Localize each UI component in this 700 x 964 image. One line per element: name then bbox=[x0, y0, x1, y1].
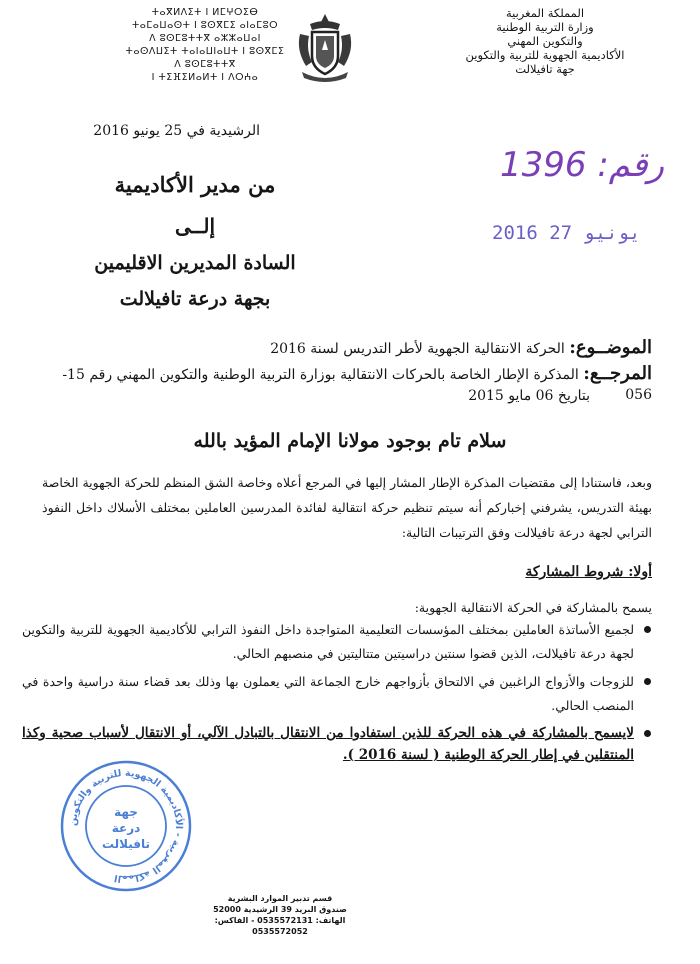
section-intro: يسمح بالمشاركة في الحركة الانتقالية الجهوية: bbox=[414, 600, 652, 615]
to-line: إلــى bbox=[174, 214, 216, 238]
received-date-stamp: 2016 يونيو 27 bbox=[492, 222, 641, 244]
academy-seal-stamp bbox=[58, 758, 194, 894]
seal-outer-text: المملكة المغربية - الأكاديمية الجهوية للتربية والتكوين bbox=[67, 767, 185, 885]
arabic-header bbox=[420, 6, 670, 76]
tifinagh-line: ⵜⴰⵙⴷⵡⵉⵜ ⵜⴰⵏⴰⵡⵏⴰⵡⵜ ⵏ ⵓⵙⴳⵎⵉ bbox=[125, 46, 285, 57]
list-item-text: لجميع الأساتذة العاملين بمختلف المؤسسات التعليمية المتواجدة داخل النفوذ الترابي للأكاديمية الجهوية للتربية والتكوين لجهة درعة تافيلالت، الذين قضوا سنتين دراسيتين متتاليتين في منصبهم الحالي. bbox=[22, 622, 634, 661]
tifinagh-line: ⴷ ⵓⵙⵎⵓⵜⵜⴳ bbox=[174, 59, 236, 70]
reference-label: المرجــع: bbox=[583, 363, 652, 384]
body-paragraph: وبعد، فاستنادا إلى مقتضيات المذكرة الإطار المشار إليها في المرجع أعلاه وخاصة الشق المنظم للحركة الجهوية الخاصة بهيئة التدريس، يشرفني إخباركم أنه سيتم تنظيم حركة انتقالية لفائدة المدرسين العاملين بمختلف الأسلاك داخل النفوذ الترابي لجهة درعة تافيلالت وفق الترتيبات التالية: bbox=[42, 475, 652, 540]
subject-label: الموضــوع: bbox=[569, 337, 652, 358]
subject-row bbox=[52, 338, 652, 359]
reference-text: المذكرة الإطار الخاصة بالحركات الانتقالية بوزارة التربية الوطنية والتكوين المهني رقم 15-056 bbox=[62, 367, 652, 403]
seal-line: جهة bbox=[114, 805, 138, 819]
conditions-list bbox=[22, 618, 652, 770]
header-line: وزارة التربية الوطنية bbox=[496, 20, 594, 34]
bullet-icon bbox=[644, 730, 651, 737]
letter-date: الرشيدية في 25 يونيو 2016 bbox=[93, 123, 260, 139]
header-line: جهة تافيلالت bbox=[515, 62, 575, 76]
tifinagh-line: ⵜⴰⴳⵍⴷⵉⵜ ⵏ ⵍⵎⵖⵔⵉⴱ bbox=[151, 7, 259, 18]
footer-address: صندوق البريد 39 الرشيدية 52000 bbox=[213, 905, 347, 914]
handwritten-reg-number: رقم: 1396 bbox=[500, 145, 665, 185]
section-title: أولا: شروط المشاركة bbox=[525, 564, 652, 580]
coat-of-arms-icon bbox=[290, 10, 360, 84]
header-line: المملكة المغربية bbox=[505, 6, 585, 20]
list-item-text: لايسمح بالمشاركة في هذه الحركة للذين استفادوا من الانتقال بالتبادل الآلي، أو الانتقال لأسباب صحية وكذا المنتقلين في إطار الحركة الوطنية ( لسنة 2016 ). bbox=[22, 725, 634, 763]
region-line: بجهة درعة تافيلالت bbox=[119, 288, 271, 310]
greeting: سلام تام بوجود مولانا الإمام المؤيد بالله bbox=[193, 430, 507, 452]
footer-department: قسم تدبير الموارد البشرية bbox=[227, 894, 333, 903]
bullet-icon bbox=[644, 678, 651, 685]
tifinagh-line: ⵏ ⵜⵉⴼⵉⵍⴰⵍⵜ ⵏ ⴷⵔⵄⴰ bbox=[151, 72, 259, 83]
tifinagh-line: ⴷ ⵓⵙⵎⵓⵜⵜⴳ ⴰⵣⵣⴰⵡⴰⵏ bbox=[149, 33, 261, 44]
tifinagh-header bbox=[115, 6, 295, 84]
seal-line: درعة bbox=[111, 821, 141, 835]
bullet-icon bbox=[644, 626, 651, 633]
list-item bbox=[22, 670, 634, 718]
subject-text: الحركة الانتقالية الجهوية لأطر التدريس لسنة 2016 bbox=[270, 341, 565, 357]
seal-line: تافيلالت bbox=[101, 837, 151, 851]
recipient-line: السادة المديرين الاقليمين bbox=[94, 252, 296, 274]
list-item bbox=[22, 618, 634, 666]
reference-date: بتاريخ 06 مايو 2015 bbox=[468, 388, 590, 404]
footer-phone: الهاتف: 0535572131 - الفاكس: 0535572052 bbox=[214, 916, 346, 936]
header-line: الأكاديمية الجهوية للتربية والتكوين bbox=[465, 48, 625, 62]
list-item-text: للزوجات والأزواج الراغبين في الالتحاق بأزواجهم خارج الجماعة التي يعملون بها وذلك بعد قضاء سنة دراسية واحدة في المنصب الحالي. bbox=[22, 674, 634, 713]
tifinagh-line: ⵜⴰⵎⴰⵡⴰⵙⵜ ⵏ ⵓⵙⴳⵎⵉ ⴰⵏⴰⵎⵓⵔ bbox=[131, 20, 279, 31]
sender-line: من مدير الأكاديمية bbox=[114, 172, 276, 197]
header-line: والتكوين المهني bbox=[507, 34, 583, 48]
reference-date-row bbox=[52, 386, 652, 406]
footer-contact bbox=[210, 893, 350, 937]
